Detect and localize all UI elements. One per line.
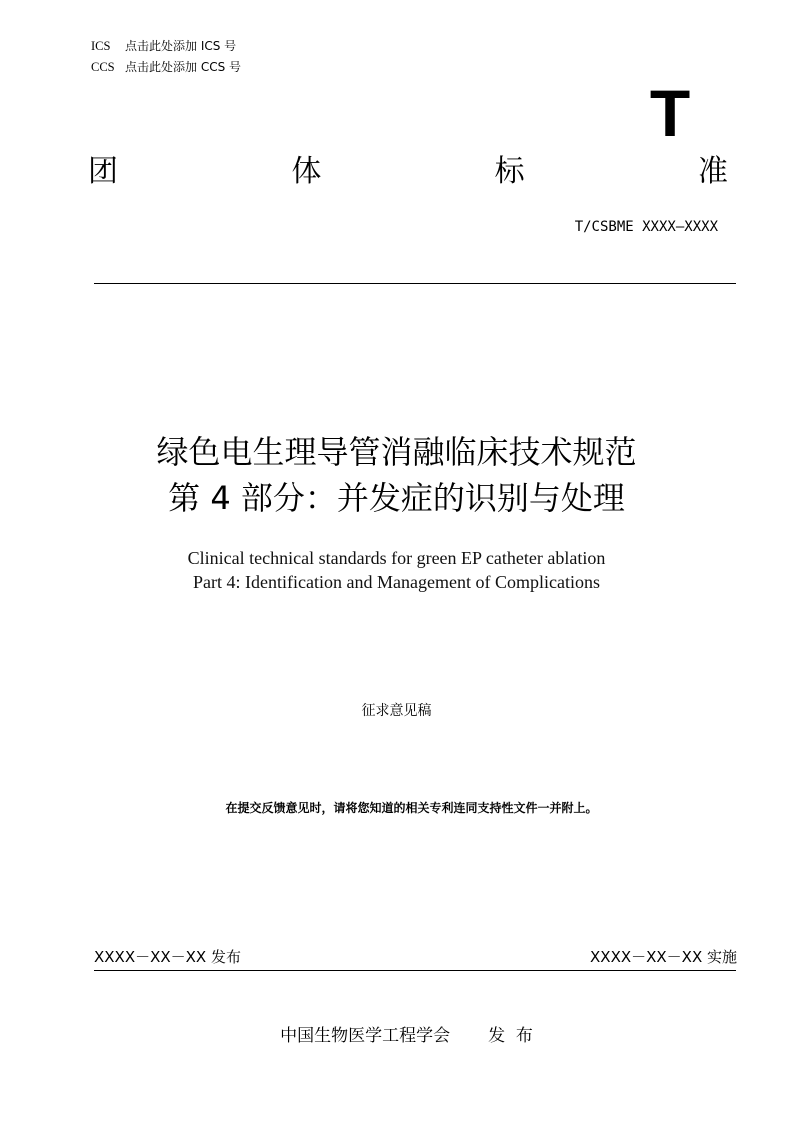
publisher-name: 中国生物医学工程学会 (280, 1026, 451, 1046)
main-title-line-2: 第 4 部分：并发症的识别与处理 (168, 479, 625, 517)
implement-date: XXXX－XX－XX 实施 (590, 948, 737, 966)
publisher-action: 发 布 (488, 1026, 533, 1046)
ccs-placeholder[interactable]: 点击此处添加 CCS 号 (125, 60, 242, 74)
patent-notice: 在提交反馈意见时，请将您知道的相关专利连同支持性文件一并附上。 (225, 801, 598, 815)
ccs-label: CCS (91, 60, 115, 74)
category-char-3: 标 (494, 154, 525, 189)
category-char-1: 团 (88, 154, 118, 189)
ics-label: ICS (91, 39, 111, 53)
publish-date: XXXX－XX－XX 发布 (94, 948, 241, 966)
publisher-line (0, 1024, 793, 1048)
main-title-line-1: 绿色电生理导管消融临床技术规范 (156, 433, 637, 471)
category-char-2: 体 (291, 154, 322, 189)
english-title-line-1: Clinical technical standards for green EP catheter ablation (187, 548, 606, 568)
standard-type-mark: T (649, 76, 691, 150)
header-divider (94, 283, 736, 284)
english-title-line-2: Part 4: Identification and Management of Complications (193, 572, 600, 592)
standard-number: T/CSBME XXXX—XXXX (574, 219, 718, 235)
draft-status: 征求意见稿 (361, 703, 432, 719)
ccs-code-line (91, 59, 241, 75)
ics-placeholder[interactable]: 点击此处添加 ICS 号 (125, 39, 237, 53)
standard-category-title (88, 150, 728, 194)
category-char-4: 准 (697, 154, 728, 189)
footer-divider (94, 970, 736, 971)
ics-code-line (91, 38, 236, 54)
